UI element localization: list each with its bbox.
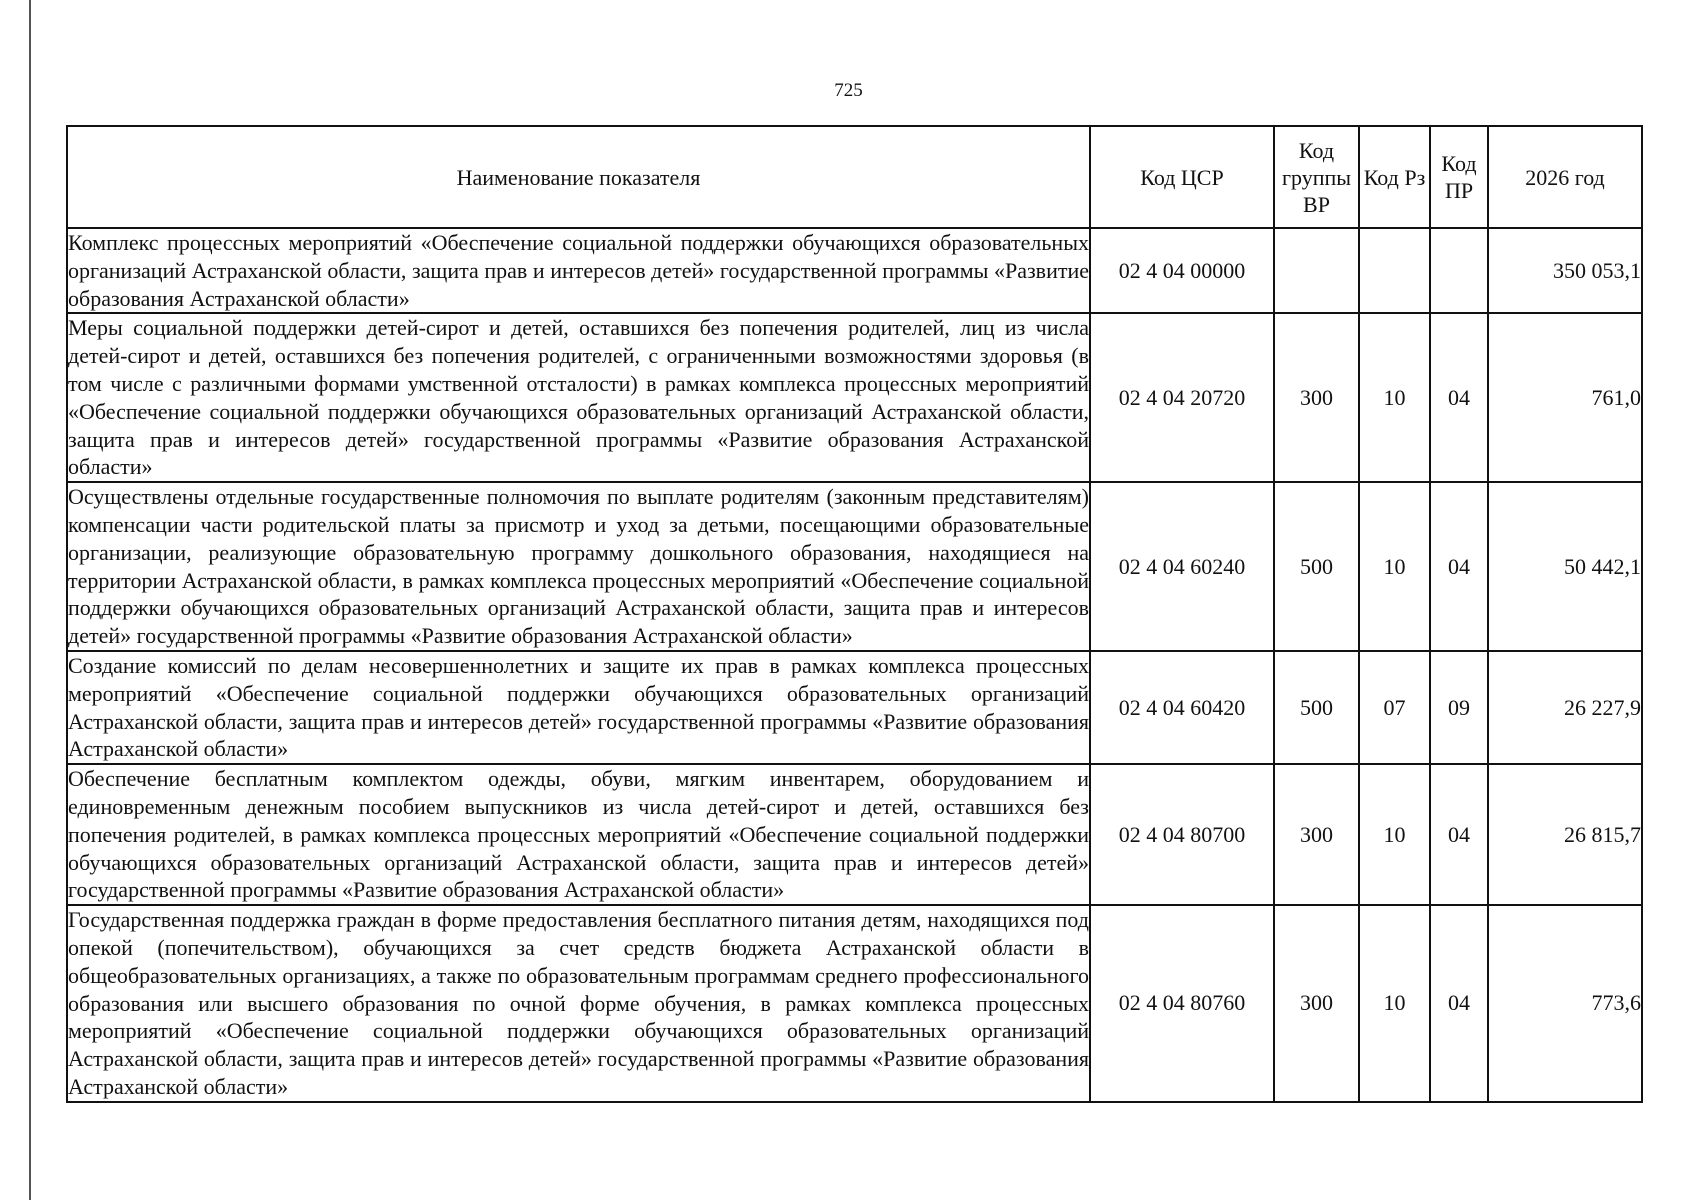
row-rz: 10 [1359,482,1430,651]
row-rz [1359,228,1430,313]
row-amount: 350 053,1 [1488,228,1642,313]
row-pr: 04 [1430,764,1488,905]
table-row [67,764,1642,905]
row-name: Меры социальной поддержки детей-сирот и детей, оставшихся без попечения родителей, лиц из числа детей-сирот и детей, оставшихся без попечения родителей, с ограниченными возможностями здоровья (в том числе с различными формами умственной отсталости) в рамках комплекса процессных мероприятий «Обеспечение социальной поддержки обучающихся образовательных организаций Астраханской области, защита прав и интересов детей» государственной программы «Развитие образования Астраханской области» [67,313,1090,482]
row-vr [1274,228,1359,313]
budget-table [66,125,1643,1103]
row-csr: 02 4 04 00000 [1090,228,1274,313]
page-number: 725 [834,80,863,101]
row-rz: 10 [1359,905,1430,1102]
header-csr: Код ЦСР [1090,126,1274,228]
row-amount: 50 442,1 [1488,482,1642,651]
table-row [67,482,1642,651]
row-vr: 300 [1274,313,1359,482]
row-vr: 300 [1274,905,1359,1102]
row-vr: 300 [1274,764,1359,905]
row-name: Комплекс процессных мероприятий «Обеспечение социальной поддержки обучающихся образовательных организаций Астраханской области, защита прав и интересов детей» государственной программы «Развитие образования Астраханской области» [67,228,1090,313]
row-csr: 02 4 04 60420 [1090,651,1274,764]
row-csr: 02 4 04 20720 [1090,313,1274,482]
row-name: Осуществлены отдельные государственные полномочия по выплате родителям (законным представителям) компенсации части родительской платы за присмотр и уход за детьми, посещающими образовательные организации, реализующие образовательную программу дошкольного образования, находящиеся на территории Астраханской области, в рамках комплекса процессных мероприятий «Обеспечение социальной поддержки обучающихся образовательных организаций Астраханской области, защита прав и интересов детей» государственной программы «Развитие образования Астраханской области» [67,482,1090,651]
header-pr: Код ПР [1430,126,1488,228]
row-amount: 773,6 [1488,905,1642,1102]
row-pr: 09 [1430,651,1488,764]
header-name: Наименование показателя [67,126,1090,228]
table-row [67,905,1642,1102]
row-csr: 02 4 04 80700 [1090,764,1274,905]
row-pr: 04 [1430,313,1488,482]
row-name: Государственная поддержка граждан в форме предоставления бесплатного питания детям, находящихся под опекой (попечительством), обучающихся за счет средств бюджета Астраханской области в общеобразовательных организациях, а также по образовательным программам среднего профессионального образования или высшего образования по очной форме обучения, в рамках комплекса процессных мероприятий «Обеспечение социальной поддержки обучающихся образовательных организаций Астраханской области, защита прав и интересов детей» государственной программы «Развитие образования Астраханской области» [67,905,1090,1102]
row-vr: 500 [1274,651,1359,764]
header-rz: Код Рз [1359,126,1430,228]
row-vr: 500 [1274,482,1359,651]
row-rz: 07 [1359,651,1430,764]
table-row [67,651,1642,764]
header-vr: Код группы ВР [1274,126,1359,228]
row-amount: 761,0 [1488,313,1642,482]
row-rz: 10 [1359,313,1430,482]
row-csr: 02 4 04 60240 [1090,482,1274,651]
header-row [67,126,1642,228]
row-csr: 02 4 04 80760 [1090,905,1274,1102]
row-amount: 26 815,7 [1488,764,1642,905]
row-rz: 10 [1359,764,1430,905]
row-pr [1430,228,1488,313]
row-pr: 04 [1430,482,1488,651]
row-pr: 04 [1430,905,1488,1102]
table-row [67,313,1642,482]
margin-line [29,0,31,1200]
row-name: Обеспечение бесплатным комплектом одежды, обуви, мягким инвентарем, оборудованием и единовременным денежным пособием выпускников из числа детей-сирот и детей, оставшихся без попечения родителей, в рамках комплекса процессных мероприятий «Обеспечение социальной поддержки обучающихся образовательных организаций Астраханской области, защита прав и интересов детей» государственной программы «Развитие образования Астраханской области» [67,764,1090,905]
row-name: Создание комиссий по делам несовершеннолетних и защите их прав в рамках комплекса процессных мероприятий «Обеспечение социальной поддержки обучающихся образовательных организаций Астраханской области, защита прав и интересов детей» государственной программы «Развитие образования Астраханской области» [67,651,1090,764]
table-row [67,228,1642,313]
header-year: 2026 год [1488,126,1642,228]
row-amount: 26 227,9 [1488,651,1642,764]
